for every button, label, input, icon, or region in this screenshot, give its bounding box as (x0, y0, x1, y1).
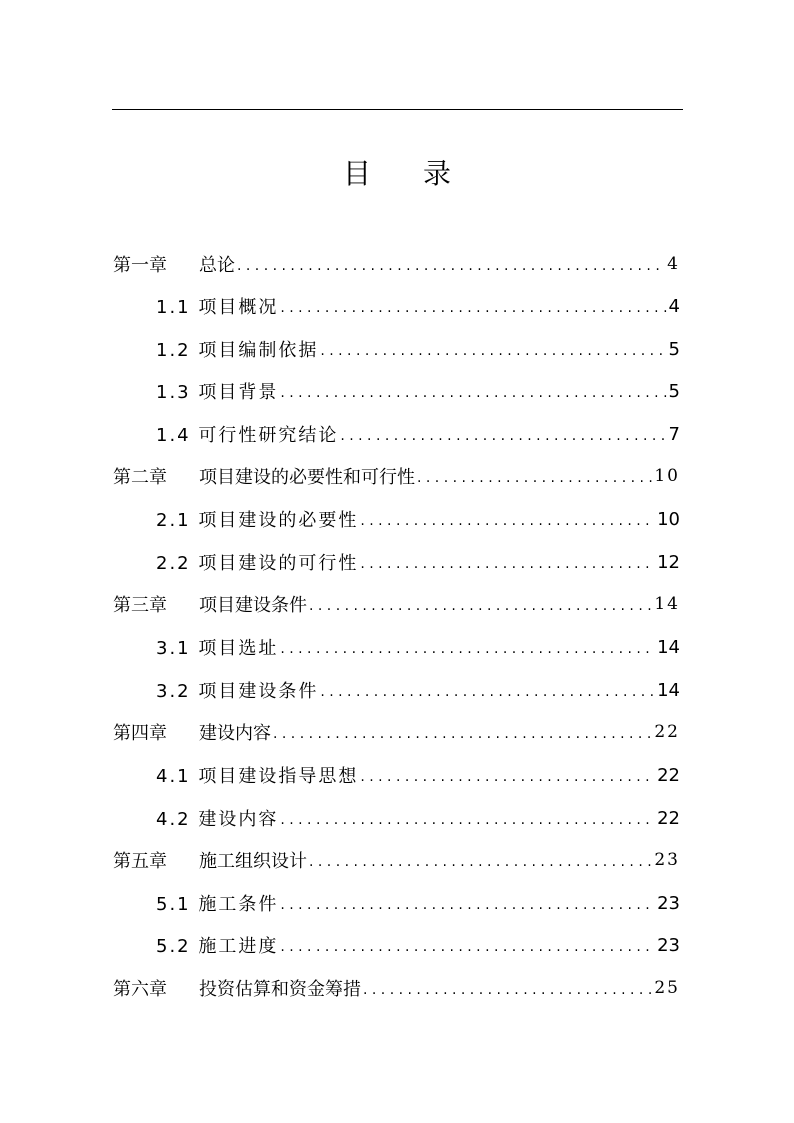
dot-leader (360, 509, 655, 529)
title-char-1: 目 (342, 157, 371, 190)
dot-leader (320, 339, 666, 359)
toc-entry-section-4-2[interactable] (156, 798, 680, 838)
entry-label: 5.2 施工进度 (156, 936, 279, 957)
toc-entry-chapter-3[interactable] (113, 584, 680, 624)
toc-entry-section-1-4[interactable] (156, 414, 680, 454)
dot-leader (320, 680, 655, 700)
entry-label: 4.2 建设内容 (156, 809, 279, 830)
toc-entry-section-4-1[interactable] (156, 755, 680, 795)
chapter-number: 第四章 (113, 723, 167, 744)
entry-label: 2.2 项目建设的可行性 (156, 553, 359, 574)
dot-leader (280, 381, 666, 401)
page-number: 23 (654, 850, 680, 870)
entry-label: 总论 (199, 255, 235, 276)
entry-label: 3.1 项目选址 (156, 638, 279, 659)
dot-leader (309, 850, 652, 870)
toc-entry-section-1-1[interactable] (156, 286, 680, 326)
page-number: 5 (668, 380, 680, 402)
page-number: 10 (657, 508, 680, 530)
toc-entry-chapter-1[interactable] (113, 244, 680, 284)
dot-leader (360, 552, 655, 572)
header-rule (112, 109, 683, 110)
title-char-2: 录 (423, 157, 452, 190)
chapter-number: 第三章 (113, 595, 167, 616)
entry-label: 5.1 施工条件 (156, 894, 279, 915)
dot-leader (360, 765, 655, 785)
page-number: 7 (668, 423, 680, 445)
page-number: 12 (657, 551, 680, 573)
entry-label: 投资估算和资金筹措 (199, 979, 361, 1000)
page-title (0, 154, 794, 194)
chapter-number: 第一章 (113, 255, 167, 276)
entry-label: 建设内容 (199, 723, 271, 744)
toc-entry-chapter-4[interactable] (113, 712, 680, 752)
toc-entry-section-3-1[interactable] (156, 627, 680, 667)
toc-entry-chapter-2[interactable] (113, 456, 680, 496)
dot-leader (280, 296, 666, 316)
dot-leader (417, 466, 652, 486)
page-number: 14 (657, 679, 680, 701)
toc-entry-section-5-1[interactable] (156, 883, 680, 923)
toc-entry-section-2-2[interactable] (156, 542, 680, 582)
page-number: 4 (668, 295, 680, 317)
dot-leader (280, 935, 655, 955)
page-number: 14 (654, 594, 680, 614)
dot-leader (280, 893, 655, 913)
page-number: 22 (654, 722, 680, 742)
page-number: 23 (657, 934, 680, 956)
toc-entry-section-2-1[interactable] (156, 499, 680, 539)
toc-entry-section-5-2[interactable] (156, 925, 680, 965)
chapter-number: 第六章 (113, 979, 167, 1000)
entry-label: 1.4 可行性研究结论 (156, 425, 339, 446)
page-number: 14 (657, 636, 680, 658)
toc-entry-section-1-2[interactable] (156, 329, 680, 369)
toc-entry-chapter-6[interactable] (113, 968, 680, 1008)
entry-label: 3.2 项目建设条件 (156, 681, 319, 702)
dot-leader (340, 424, 666, 444)
entry-label: 1.1 项目概况 (156, 297, 279, 318)
page-number: 5 (668, 338, 680, 360)
dot-leader (363, 978, 652, 998)
page-number: 10 (654, 466, 680, 486)
entry-label: 1.3 项目背景 (156, 382, 279, 403)
entry-label: 1.2 项目编制依据 (156, 340, 319, 361)
page-number: 23 (657, 892, 680, 914)
toc-entry-chapter-5[interactable] (113, 840, 680, 880)
entry-label: 施工组织设计 (199, 851, 307, 872)
entry-label: 项目建设条件 (199, 595, 307, 616)
dot-leader (273, 722, 652, 742)
toc-entry-section-3-2[interactable] (156, 670, 680, 710)
dot-leader (280, 808, 655, 828)
entry-label: 4.1 项目建设指导思想 (156, 766, 359, 787)
entry-label: 2.1 项目建设的必要性 (156, 510, 359, 531)
page-number: 4 (667, 254, 680, 274)
dot-leader (280, 637, 655, 657)
toc-entry-section-1-3[interactable] (156, 371, 680, 411)
page-number: 22 (657, 764, 680, 786)
chapter-number: 第二章 (113, 467, 167, 488)
dot-leader (309, 594, 652, 614)
chapter-number: 第五章 (113, 851, 167, 872)
page-number: 22 (657, 807, 680, 829)
dot-leader (237, 254, 665, 274)
entry-label: 项目建设的必要性和可行性 (199, 467, 415, 488)
page-number: 25 (654, 978, 680, 998)
